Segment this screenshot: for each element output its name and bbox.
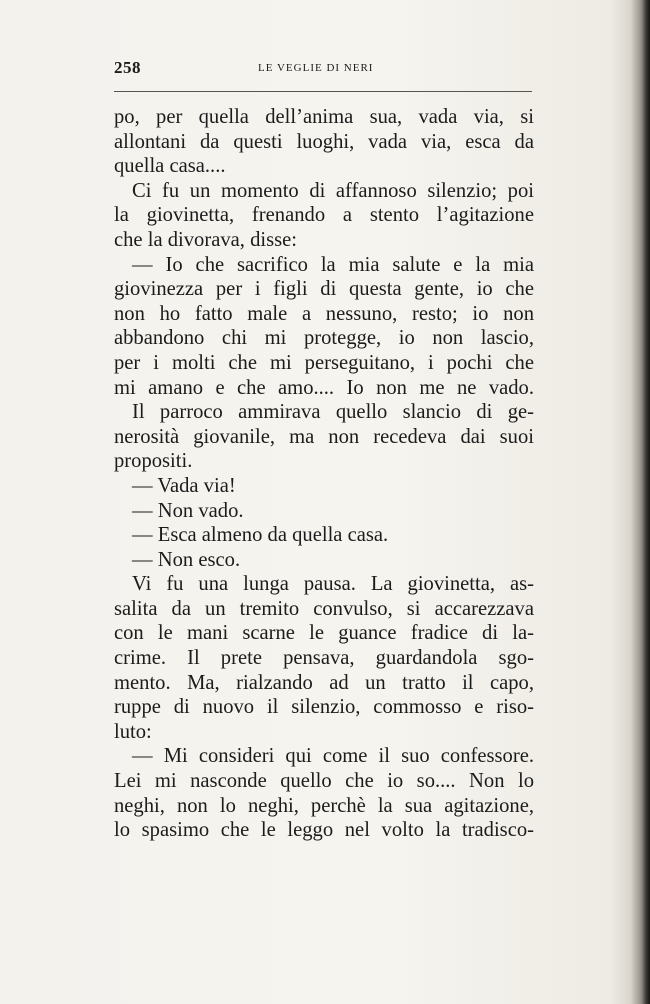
text-line: neghi, non lo neghi, perchè la sua agitazione, <box>114 794 534 817</box>
header-rule <box>114 91 532 92</box>
text-line: quella casa.... <box>114 155 226 178</box>
text-line: nerosità giovanile, ma non recedeva dai suoi <box>114 425 534 448</box>
text-line: propositi. <box>114 450 193 473</box>
text-line: Il parroco ammirava quello slancio di ge- <box>132 401 534 424</box>
text-line: — Non vado. <box>132 499 244 522</box>
body-text <box>114 105 534 843</box>
text-line: allontani da questi luoghi, vada via, esca da <box>114 130 534 153</box>
text-line: po, per quella dell’anima sua, vada via, si <box>114 106 534 128</box>
text-line: Ci fu un momento di affannoso silenzio; poi <box>132 179 534 202</box>
text-line: Lei mi nasconde quello che io so.... Non lo <box>114 770 534 793</box>
text-line: — Esca almeno da quella casa. <box>132 524 389 547</box>
text-line: mento. Ma, rialzando ad un tratto il capo, <box>114 671 534 694</box>
text-line: lo spasimo che le leggo nel volto la tradisco- <box>114 819 534 842</box>
text-line: abbandono chi mi protegge, io non lascio, <box>114 327 534 350</box>
text-line: giovinezza per i figli di questa gente, io che <box>114 278 534 301</box>
text-line: che la divorava, disse: <box>114 228 297 251</box>
text-line: — Vada via! <box>132 474 236 497</box>
text-line: la giovinetta, frenando a stento l’agitazione <box>114 204 534 227</box>
text-line: — Mi consideri qui come il suo confessore. <box>132 745 534 768</box>
text-line: — Non esco. <box>132 548 241 571</box>
text-line: mi amano e che amo.... Io non me ne vado. <box>114 376 534 399</box>
text-line: ruppe di nuovo il silenzio, commosso e riso- <box>114 696 534 719</box>
page-edge-shadow <box>642 0 650 1004</box>
running-title: LE VEGLIE DI NERI <box>258 62 374 74</box>
text-line: crime. Il prete pensava, guardandola sgo- <box>114 647 534 670</box>
text-line: non ho fatto male a nessuno, resto; io non <box>114 302 534 325</box>
text-line: Vi fu una lunga pausa. La giovinetta, as- <box>132 573 534 596</box>
text-line: luto: <box>114 720 152 743</box>
text-line: per i molti che mi perseguitano, i pochi che <box>114 351 534 374</box>
page-number: 258 <box>114 58 141 77</box>
text-line: con le mani scarne le guance fradice di la- <box>114 622 534 645</box>
text-line: — Io che sacrifico la mia salute e la mia <box>132 253 534 276</box>
page-header <box>114 56 532 86</box>
text-line: salita da un tremito convulso, si accarezzava <box>114 597 534 620</box>
